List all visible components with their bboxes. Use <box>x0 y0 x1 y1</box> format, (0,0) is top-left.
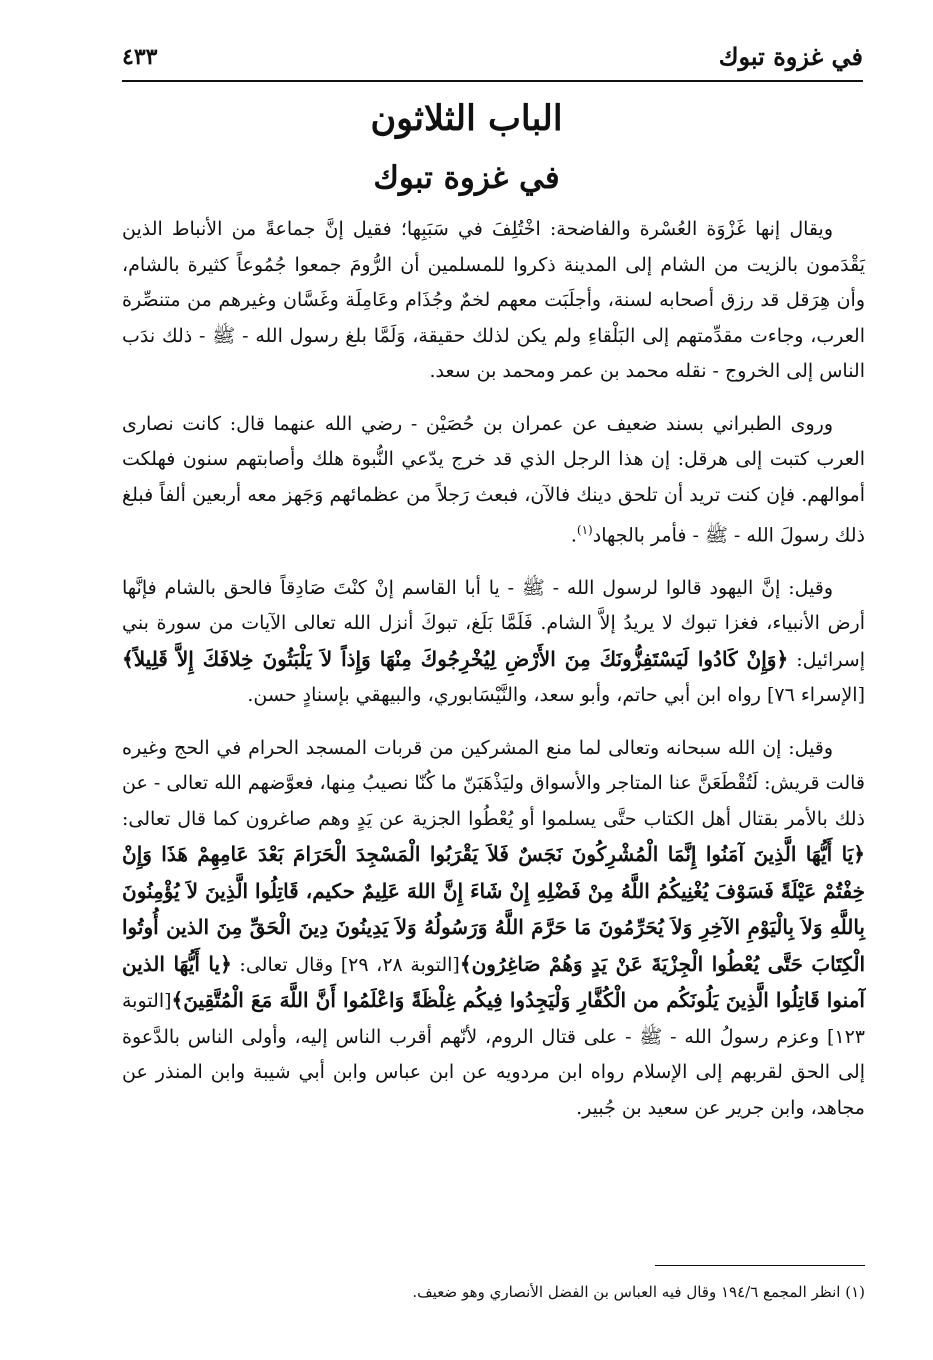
paragraph <box>122 212 865 390</box>
footnote-reference: (١) <box>576 523 593 537</box>
paragraph-text: [التوبة ١٢٣] وعزم رسولُ الله - ﷺ - على قتال الروم، لأنّهم أقرب الناس إليه، وأولى الناس بالدَّعوة إلى الحق لقربهم إلى الإسلام رواه ابن مردويه عن ابن عباس وابن أبي شيبة وابن المنذر عن مجاهد، وابن جرير عن سعيد بن جُبير. <box>122 990 865 1119</box>
quran-verse: ﴿يَا أَيُّهَا الَّذِينَ آمَنُوا إِنَّمَا الْمُشْرِكُونَ نَجَسٌ فَلاَ يَقْرَبُوا الْمَسْجِدَ الْحَرَامَ بَعْدَ عَامِهِمْ هَذَا وَإِنْ خِفْتُمْ عَيْلَةً فَسَوْفَ يُغْنِيكُمُ اللَّهُ مِنْ فَضْلِهِ إِنْ شَاءَ إِنَّ اللهَ عَلِيمٌ حكيم، قَاتِلُوا الَّذِينَ لاَ يُؤْمِنُونَ بِاللَّهِ وَلاَ بِالْيَوْمِ الآخِرِ وَلاَ يُحَرِّمُونَ مَا حَرَّمَ اللَّهُ وَرَسُولُهُ وَلاَ يَدِينُونَ دِينَ الْحَقِّ مِنَ الذين أُوتُوا الْكِتَابَ حَتَّى يُعْطُوا الْجِزْيَةَ عَنْ يَدٍ وَهُمْ صَاغِرُون﴾ <box>122 842 866 976</box>
chapter-title: الباب الثلاثون <box>370 98 563 139</box>
page-header <box>122 40 863 82</box>
page-number: ٤٣٣ <box>122 44 158 70</box>
paragraph-text: [الإسراء ٧٦] رواه ابن أبي حاتم، وأبو سعد، والنَّيْسَابوري، والبيهقي بإسنادٍ حسن. <box>247 684 865 707</box>
quran-verse: ﴿وَإِنْ كَادُوا لَيَسْتَفِزُّونَكَ مِنَ الأَرْضِ لِيُخْرِجُوكَ مِنْهَا وَإِذاً لاَ يَلْبَثُونَ خِلافَكَ إِلاَّ قَلِيلاً﴾ <box>122 646 789 671</box>
chapter-subtitle: في غزوة تبوك <box>373 160 560 196</box>
running-title: في غزوة تبوك <box>718 42 863 71</box>
paragraph-text: وقيل: إنَّ اليهود قالوا لرسول الله - ﷺ - يا أبا القاسم إنْ كنْتَ صَادِقاً فالحق بالشام فإنَّها أرض الأنبياء، فغزا تبوك لا يريدُ إلاَّ الشام. فَلَمَّا بَلَغ، تبوكَ أنزل الله تعالى الآيات من سورة بني إسرائيل: <box>122 576 866 671</box>
paragraph <box>122 571 865 714</box>
paragraph-text: وقيل: إن الله سبحانه وتعالى لما منع المشركين من قربات المسجد الحرام في الحج وغيره قالت قريش: لَتُقْطَعَنَّ عنا المتاجر والأسواق وليَذْهَبَنّ ما كُنّا نصيبُ مِنها، فعوَّضهم الله تعالى - عن ذلك بالأمر بقتال أهل الكتاب حتَّى يسلموا أو يُعْطُوا الجزية عن يَدٍ وهم صاغرون كما قال تعالى: <box>122 736 865 830</box>
paragraph-text: وروى الطبراني بسند ضعيف عن عمران بن حُصَيْن - رضي الله عنهما قال: كانت نصارى العرب كتبت إلى هرقل: إن هذا الرجل الذي قد خرج يدّعي النُّبوة هلك وأصابتهم سنون فهلكت أموالهم. فإن كنت تريد أن تلحق دينك فالآن، فبعث رَجلاً من عظمائهم وَجَهز معه أربعين ألفاً فبلغ ذلك رسولَ الله - ﷺ - فأمر بالجهاد <box>122 412 865 547</box>
footnote-separator <box>655 1265 865 1266</box>
paragraph-text: . <box>570 524 577 547</box>
paragraph <box>122 731 865 1127</box>
paragraph-text: [التوبة ٢٨، ٢٩] وقال تعالى: <box>231 953 460 976</box>
paragraph <box>122 407 865 554</box>
body-text <box>122 212 865 1143</box>
paragraph-text: ويقال إنها غَزْوَة العُسْرة والفاضحة: اخْتُلِفَ في سَبَبِها؛ فقيل إنَّ جماعةً من الأنباط الذين يَقْدَمون بالزيت من الشام إلى المدينة ذكروا للمسلمين أن الرُّومَ جمعوا جُمُوعاً كثيرة بالشام، وأن هِرَقل قد رزق أصحابه لسنة، وأجلَبَت معهم لخمٌ وجُذَام وعَامِلَة وغَسَّان وغيرهم من متنصِّرة العرب، وجاءت مقدِّمتهم إلى البَلْقاءِ ولم يكن لذلك حقيقة، وَلَمَّا بلغ رسول الله - ﷺ - ذلك ندَب الناس إلى الخروج - نقله محمد بن عمر ومحمد بن سعد. <box>122 218 865 382</box>
quran-verse: ﴿يا أَيُّهَا الذين آمنوا قَاتِلُوا الَّذِينَ يَلُونَكُم من الْكُفَّارِ وَلْيَجِدُوا فِيكُم غِلْظَةً وَاعْلَمُوا أَنَّ اللَّهَ مَعَ الْمُتَّقِينَ﴾ <box>122 951 865 1013</box>
footnote: (١) انظر المجمع ١٩٤/٦ وقال فيه العباس بن الفضل الأنصاري وهو ضعيف. <box>412 1283 865 1301</box>
